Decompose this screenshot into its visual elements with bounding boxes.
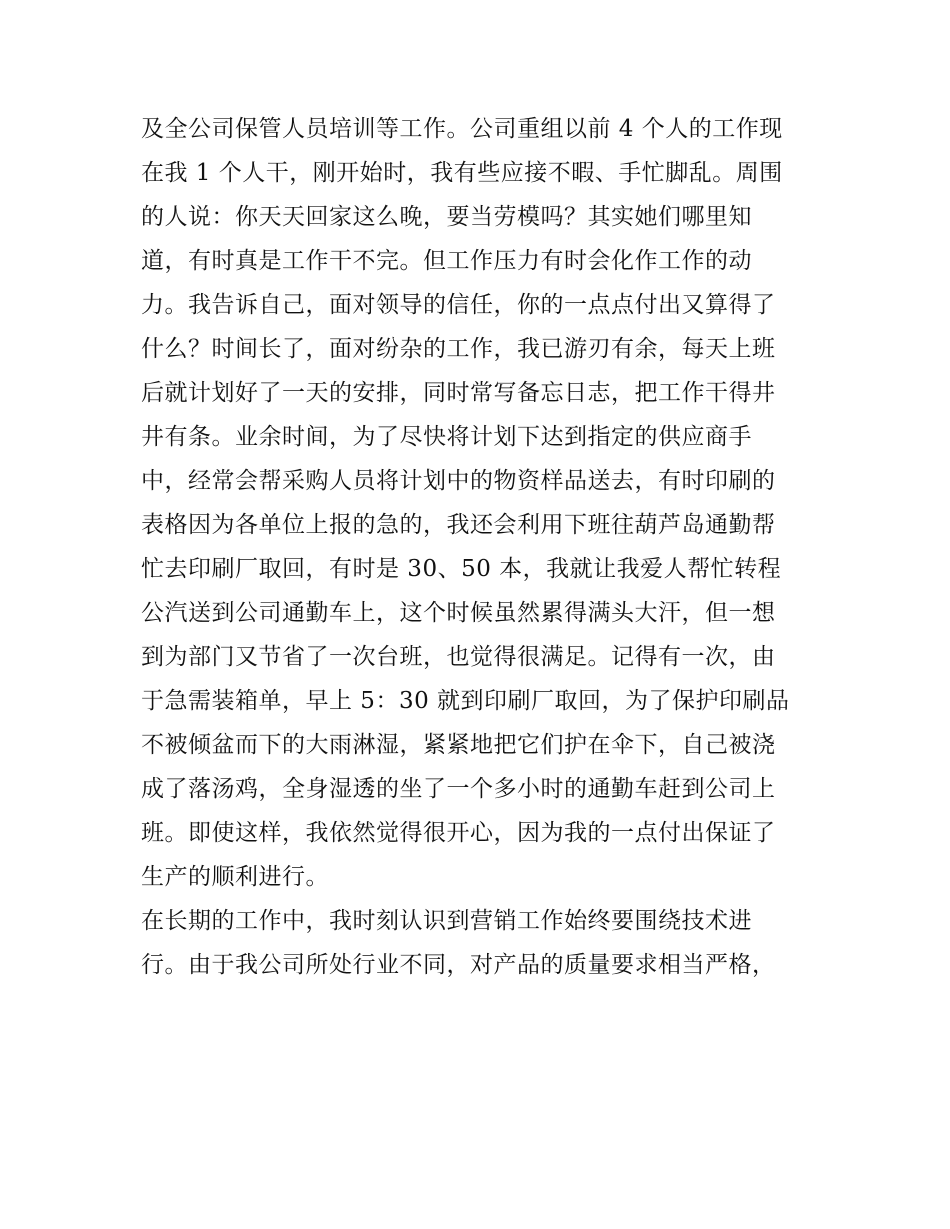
text-line: 生产的顺利进行。: [141, 864, 329, 890]
text-line: 班。即使这样，我依然觉得很开心，因为我的一点付出保证了: [141, 820, 776, 846]
text-line: 在我 1 个人干，刚开始时，我有些应接不暇、手忙脚乱。周围: [141, 160, 783, 186]
text-line: 后就计划好了一天的安排，同时常写备忘日志，把工作干得井: [141, 380, 776, 406]
text-line: 中，经常会帮采购人员将计划中的物资样品送去，有时印刷的: [141, 468, 776, 494]
text-line: 道，有时真是工作干不完。但工作压力有时会化作工作的动: [141, 248, 752, 274]
text-line: 及全公司保管人员培训等工作。公司重组以前 4 个人的工作现: [141, 116, 783, 142]
text-line: 的人说：你天天回家这么晚，要当劳模吗？其实她们哪里知: [141, 204, 752, 230]
text-line: 在长期的工作中，我时刻认识到营销工作始终要围绕技术进: [141, 908, 752, 934]
text-line: 公汽送到公司通勤车上，这个时候虽然累得满头大汗，但一想: [141, 600, 776, 626]
text-line: 成了落汤鸡，全身湿透的坐了一个多小时的通勤车赶到公司上: [141, 776, 776, 802]
text-line: 于急需装箱单，早上 5：30 就到印刷厂取回，为了保护印刷品: [141, 688, 790, 714]
text-line: 忙去印刷厂取回，有时是 30、50 本，我就让我爱人帮忙转程: [141, 556, 782, 582]
body-text: [141, 107, 821, 987]
text-line: 表格因为各单位上报的急的，我还会利用下班往葫芦岛通勤帮: [141, 512, 776, 538]
text-line: 行。由于我公司所处行业不同，对产品的质量要求相当严格，: [141, 952, 776, 978]
text-line: 什么？时间长了，面对纷杂的工作，我已游刃有余，每天上班: [141, 336, 776, 362]
text-line: 不被倾盆而下的大雨淋湿，紧紧地把它们护在伞下，自己被浇: [141, 732, 776, 758]
text-line: 到为部门又节省了一次台班，也觉得很满足。记得有一次，由: [141, 644, 776, 670]
text-line: 力。我告诉自己，面对领导的信任，你的一点点付出又算得了: [141, 292, 776, 318]
text-line: 井有条。业余时间，为了尽快将计划下达到指定的供应商手: [141, 424, 752, 450]
